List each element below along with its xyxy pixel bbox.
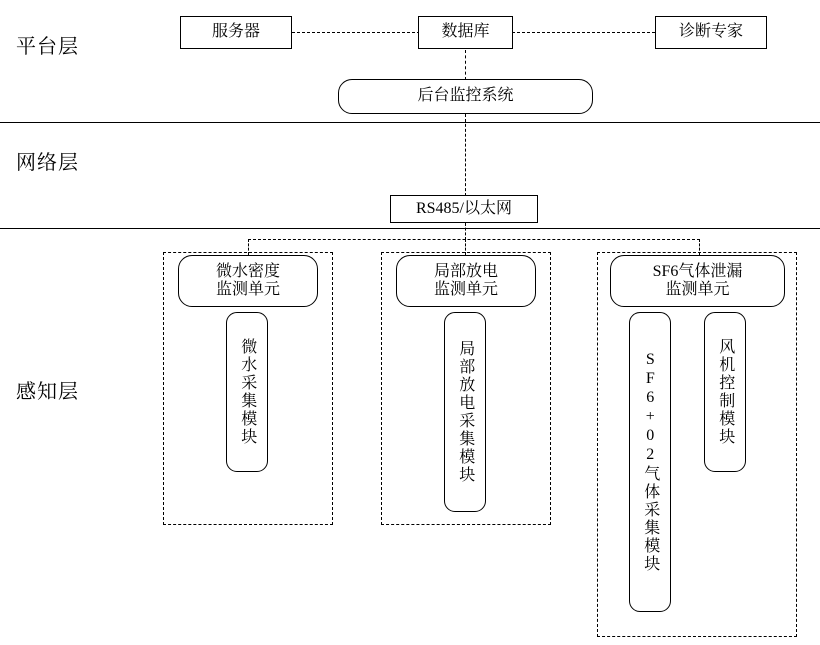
layer-title-platform: 平台层	[16, 36, 79, 58]
group-sf6-gas-leak-unit	[597, 252, 797, 637]
sf6-gas-leak-unit-box[interactable]	[610, 255, 785, 307]
micro-water-density-unit-box[interactable]	[178, 255, 318, 307]
bus-down-line	[465, 223, 466, 240]
micro-water-density-unit-title-line1: 微水密度	[215, 262, 280, 280]
platform-node-expert[interactable]: 诊断专家	[655, 16, 767, 49]
partial-discharge-unit-title-line2: 监测单元	[433, 281, 498, 298]
partial-discharge-unit-box[interactable]	[396, 255, 536, 307]
partial-discharge-acquisition-module[interactable]: 局部放电采集模块	[444, 312, 486, 512]
micro-water-acquisition-module[interactable]: 微水采集模块	[226, 312, 268, 472]
perception-distribution-line	[248, 239, 700, 240]
fan-control-module[interactable]: 风机控制模块	[704, 312, 746, 472]
separator-network-perception	[0, 228, 820, 229]
database-to-backend-line	[465, 50, 466, 80]
micro-water-density-unit-title-line2: 监测单元	[215, 281, 280, 298]
sf6-gas-leak-unit-title-line2: 监测单元	[665, 281, 730, 298]
platform-node-database[interactable]: 数据库	[418, 16, 513, 49]
backend-to-bus-line	[465, 114, 466, 196]
sf6-gas-leak-unit-title-line1: SF6气体泄漏	[652, 262, 743, 280]
partial-discharge-unit-title-line1: 局部放电	[433, 262, 498, 280]
layer-title-network: 网络层	[16, 152, 79, 174]
sf6-o2-gas-acquisition-module[interactable]: SF6+02气体采集模块	[629, 312, 671, 612]
backend-monitor-system-box[interactable]: 后台监控系统	[338, 79, 593, 114]
rs485-ethernet-bus-box[interactable]: RS485/以太网	[390, 195, 538, 223]
platform-node-server[interactable]: 服务器	[180, 16, 292, 49]
separator-platform-network	[0, 122, 820, 123]
layer-title-perception: 感知层	[16, 381, 79, 403]
